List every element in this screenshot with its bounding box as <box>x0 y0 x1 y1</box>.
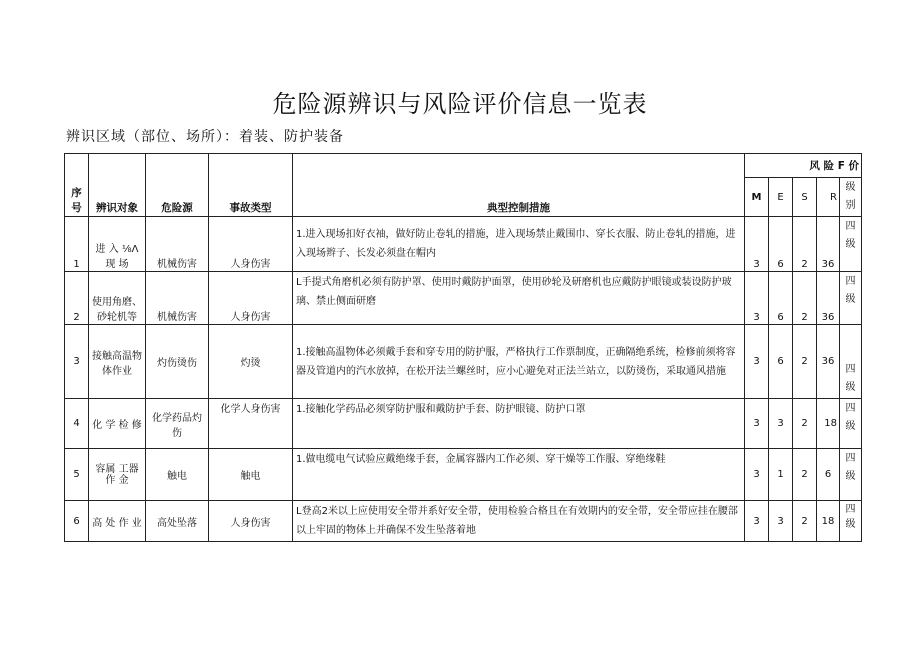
row-m: 3 <box>745 449 769 501</box>
row-e: 1 <box>769 449 793 501</box>
row-s: 2 <box>793 399 817 449</box>
row-accident: 灼烫 <box>209 325 293 399</box>
row-hazard: 机械伤害 <box>146 217 209 272</box>
row-m: 3 <box>745 399 769 449</box>
row-accident: 人身伤害 <box>209 501 293 542</box>
row-seq: 4 <box>65 399 89 449</box>
row-hazard: 灼伤烫伤 <box>146 325 209 399</box>
header-r: R <box>817 178 840 217</box>
row-object: 化 学 检 修 <box>89 399 146 449</box>
table-row <box>65 501 862 542</box>
header-hazard: 危险源 <box>146 154 209 217</box>
hazard-table <box>64 153 862 542</box>
row-seq: 2 <box>65 272 89 325</box>
row-accident: 触电 <box>209 449 293 501</box>
header-risk-evaluation: 风 险 F 价 <box>745 154 862 178</box>
row-s: 2 <box>793 217 817 272</box>
row-e: 6 <box>769 272 793 325</box>
row-seq: 6 <box>65 501 89 542</box>
row-accident: 人身伤害 <box>209 272 293 325</box>
row-s: 2 <box>793 449 817 501</box>
row-s: 2 <box>793 325 817 399</box>
row-object: 进 入 ⅛Λ 现 场 <box>89 217 146 272</box>
row-s: 2 <box>793 501 817 542</box>
row-e: 6 <box>769 325 793 399</box>
row-accident: 人身伤害 <box>209 217 293 272</box>
row-m: 3 <box>745 217 769 272</box>
row-measures: L登高2米以上应使用安全带并系好安全带，使用检验合格且在有效期内的安全带，安全带应挂在腰部以上牢固的物体上并确保不发生坠落着地 <box>293 501 745 542</box>
row-level: 四级 <box>840 217 862 272</box>
row-measures: 1.进入现场扣好衣袖，做好防止卷轧的措施，进入现场禁止戴围巾、穿长衣服、防止卷轧的措施，进入现场辫子、长发必须盘在帽内 <box>293 217 745 272</box>
row-r: 6 <box>817 449 840 501</box>
row-measures: 1.做电缆电气试验应戴绝缘手套，金属容器内工作必须、穿干燥等工作服、穿绝缘鞋 <box>293 449 745 501</box>
row-level: 四级 <box>840 325 862 399</box>
document-title: 危险源辨识与风险评价信息一览表 <box>272 90 648 118</box>
row-e: 3 <box>769 501 793 542</box>
table-row <box>65 325 862 399</box>
row-r: 18 <box>817 399 840 449</box>
row-m: 3 <box>745 325 769 399</box>
table-row <box>65 272 862 325</box>
row-measures: 1.接触高温物体必须戴手套和穿专用的防护服，严格执行工作票制度，正确隔绝系统，检修前须将容器及管道内的汽水放掉，在松开法兰螺丝时，应小心避免对正法兰站立，以防烫伤，采取通风措施 <box>293 325 745 399</box>
header-measures: 典型控制措施 <box>293 154 745 217</box>
row-hazard: 化学药品灼伤 <box>146 399 209 449</box>
row-r: 36 <box>817 325 840 399</box>
row-m: 3 <box>745 501 769 542</box>
row-r: 36 <box>817 272 840 325</box>
row-measures: L手提式角磨机必须有防护罩、使用时戴防护面罩，使用砂轮及研磨机也应戴防护眼镜或装设防护玻璃、禁止侧面研磨 <box>293 272 745 325</box>
row-level: 四级 <box>840 399 862 449</box>
row-object: 使用角磨、砂轮机等 <box>89 272 146 325</box>
row-m: 3 <box>745 272 769 325</box>
header-e: E <box>769 178 793 217</box>
row-level: 四级 <box>840 501 862 542</box>
row-seq: 3 <box>65 325 89 399</box>
row-seq: 1 <box>65 217 89 272</box>
row-r: 36 <box>817 217 840 272</box>
table-row <box>65 449 862 501</box>
row-accident: 化学人身伤害 <box>209 399 293 449</box>
row-measures: 1.接触化学药品必须穿防护服和戴防护手套、防护眼镜、防护口罩 <box>293 399 745 449</box>
row-object: 容属 工器 作 金 <box>89 449 146 501</box>
header-s: S <box>793 178 817 217</box>
row-object: 接触高温物体作业 <box>89 325 146 399</box>
row-hazard: 机械伤害 <box>146 272 209 325</box>
table-row <box>65 217 862 272</box>
row-r: 18 <box>817 501 840 542</box>
row-level: 四级 <box>840 272 862 325</box>
row-seq: 5 <box>65 449 89 501</box>
header-m: M <box>745 178 769 217</box>
header-accident: 事故类型 <box>209 154 293 217</box>
row-object: 高 处 作 业 <box>89 501 146 542</box>
row-e: 6 <box>769 217 793 272</box>
row-e: 3 <box>769 399 793 449</box>
row-hazard: 高处坠落 <box>146 501 209 542</box>
table-row <box>65 399 862 449</box>
header-seq: 序号 <box>65 154 89 217</box>
header-object: 辨识对象 <box>89 154 146 217</box>
row-hazard: 触电 <box>146 449 209 501</box>
row-s: 2 <box>793 272 817 325</box>
header-level: 级别 <box>840 178 862 217</box>
row-level: 四级 <box>840 449 862 501</box>
identification-area: 辨识区域（部位、场所）：着装、防护装备 <box>66 129 344 145</box>
